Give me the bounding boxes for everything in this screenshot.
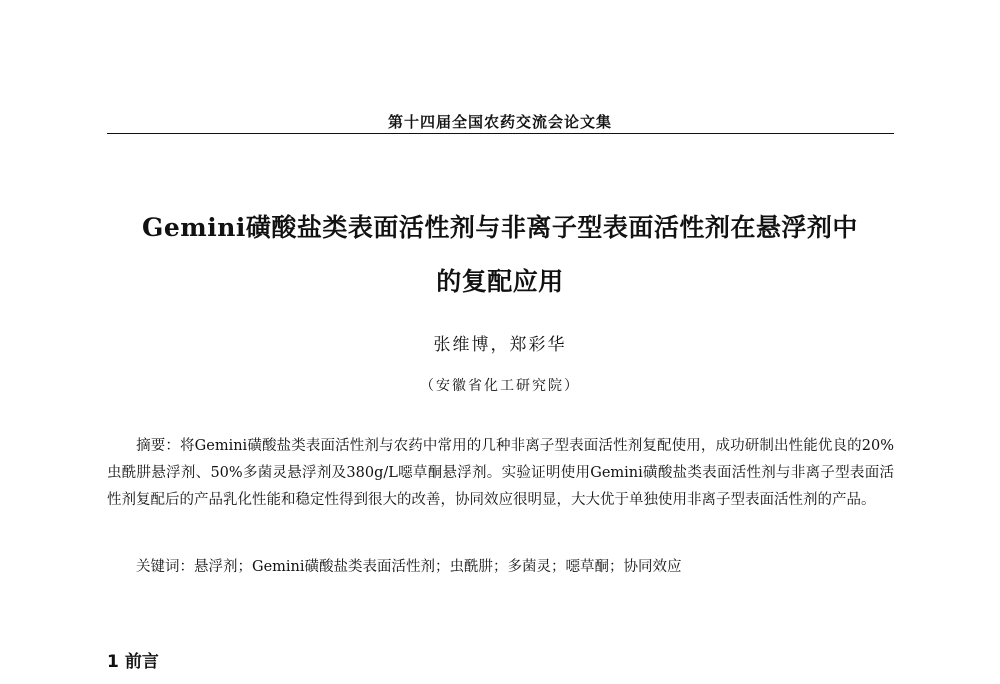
section-heading <box>107 647 159 672</box>
header-rule <box>107 133 894 134</box>
keywords-label: 关键词： <box>136 559 194 575</box>
running-header: 第十四届全国农药交流会论文集 <box>387 113 612 131</box>
paper-title-line-1: Gemini磺酸盐类表面活性剂与非离子型表面活性剂在悬浮剂中 <box>142 213 858 242</box>
abstract-text: 将Gemini磺酸盐类表面活性剂与农药中常用的几种非离子型表面活性剂复配使用，成功研制出性能优良的20%虫酰肼悬浮剂、50%多菌灵悬浮剂及380g/L噁草酮悬浮剂。实验证明使用Gemini磺酸盐类表面活性剂与非离子型表面活性剂复配后的产品乳化性能和稳定性得到很大的改善，协同效应很明显，大大优于单独使用非离子型表面活性剂的产品。 <box>107 438 894 508</box>
authors: 张维博，郑彩华 <box>433 335 567 355</box>
section-number: 1 <box>107 652 119 672</box>
affiliation: （安徽省化工研究院） <box>420 378 580 394</box>
abstract <box>107 433 894 514</box>
keywords-text: 悬浮剂；Gemini磺酸盐类表面活性剂；虫酰肼；多菌灵；噁草酮；协同效应 <box>194 559 682 575</box>
paper-title-line-2: 的复配应用 <box>436 267 564 296</box>
abstract-label: 摘要： <box>136 438 181 454</box>
keywords <box>136 554 894 581</box>
section-title: 前言 <box>124 652 159 672</box>
